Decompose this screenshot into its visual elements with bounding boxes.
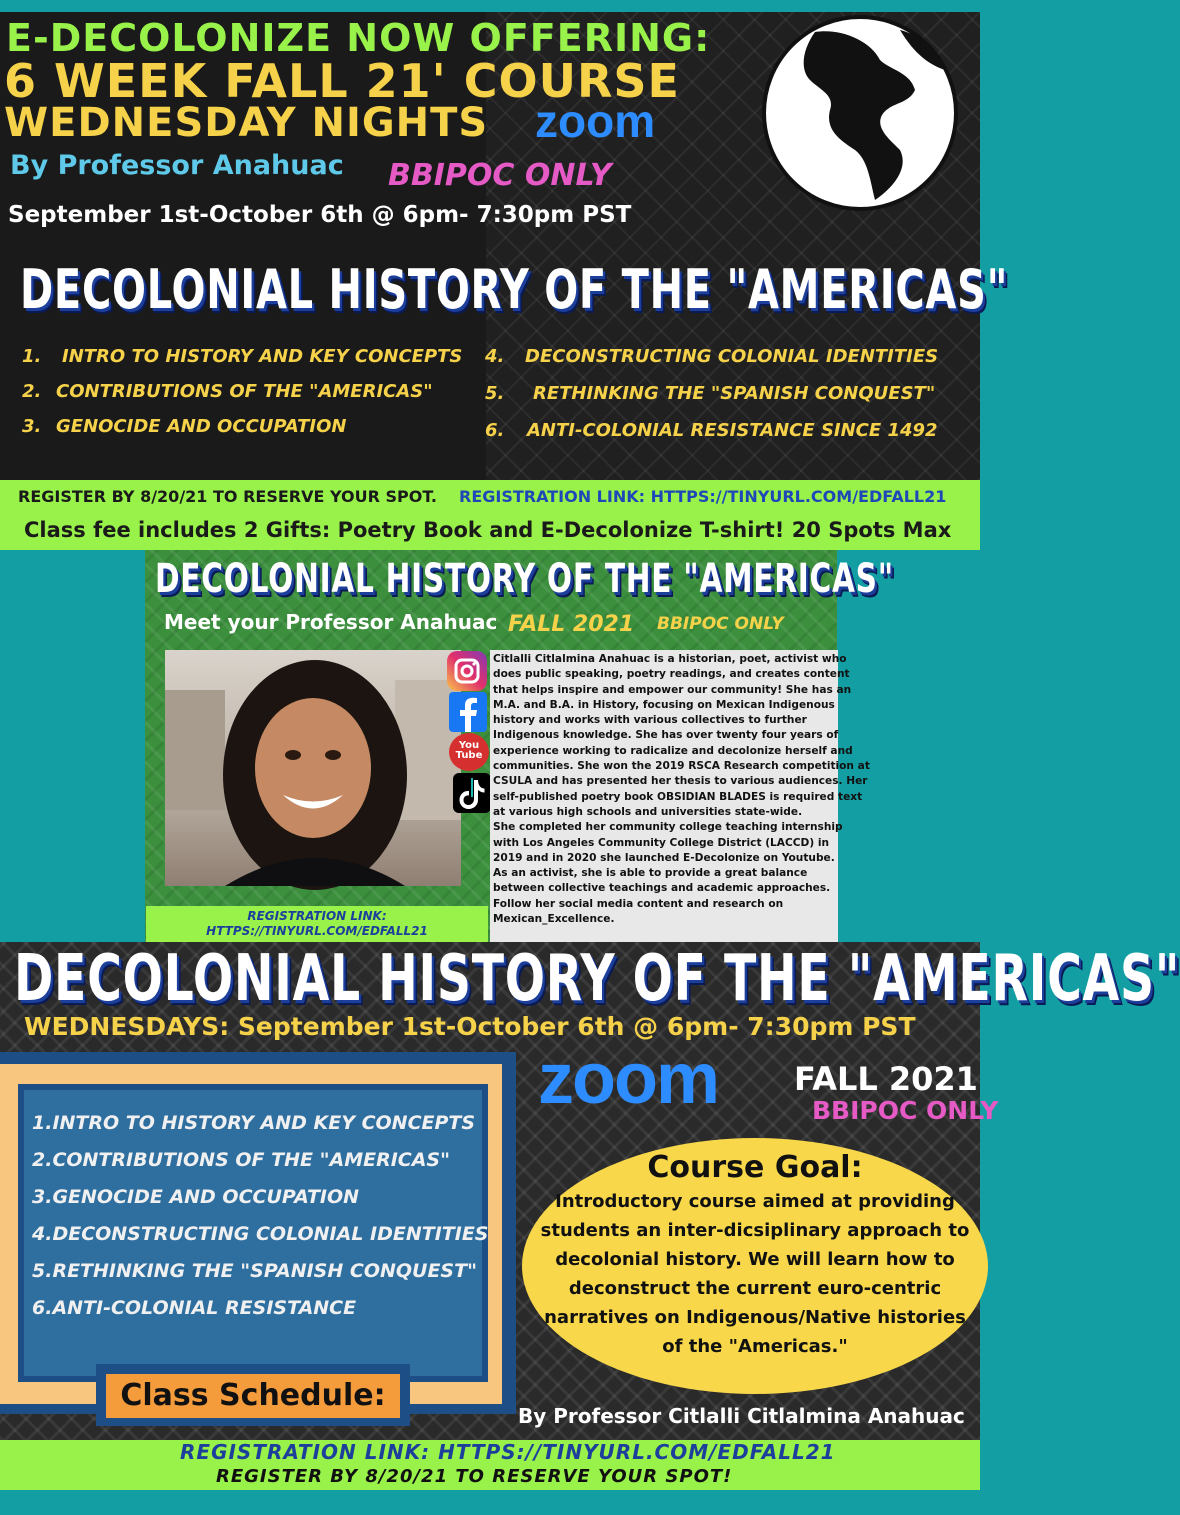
bio-line: with Los Angeles Community College District (LACCD) in <box>493 836 830 849</box>
bio-line: M.A. and B.A. in History, focusing on Mexican Indigenous <box>493 698 835 711</box>
topic-label: ANTI-COLONIAL RESISTANCE SINCE 1492 <box>527 420 938 441</box>
goal-title: Course Goal: <box>647 1150 863 1185</box>
bio-line: CSULA and has presented her thesis to various audiences. Her <box>493 775 868 788</box>
topic-num: 2. <box>22 381 42 402</box>
schedule-list <box>32 1112 492 1334</box>
youtube-icon[interactable] <box>449 733 489 771</box>
card-fall: FALL 2021 <box>508 612 635 637</box>
bio-line: She completed her community college teaching internship <box>493 821 843 834</box>
register-text: REGISTER BY 8/20/21 TO RESERVE YOUR SPOT. <box>18 487 437 506</box>
footer-reg-by: REGISTER BY 8/20/21 TO RESERVE YOUR SPOT! <box>216 1466 733 1487</box>
topic-num: 6. <box>485 420 505 441</box>
bio-line: experience working to radicalize and decolonize herself and <box>493 744 853 757</box>
schedule-item: 3.GENOCIDE AND OCCUPATION <box>32 1186 360 1208</box>
globe-icon <box>740 10 980 215</box>
schedule-item: 2.CONTRIBUTIONS OF THE "AMERICAS" <box>32 1149 451 1171</box>
bio-line: history and works with various collectives to further <box>493 714 807 727</box>
bio-line: between collective teachings and academic approaches. <box>493 882 831 895</box>
card-registration[interactable] <box>146 906 488 942</box>
header-line2: 6 WEEK FALL 21' COURSE <box>4 54 680 108</box>
topic-label: CONTRIBUTIONS OF THE "AMERICAS" <box>56 381 433 402</box>
bio-line: As an activist, she is able to provide a great balance <box>493 867 808 880</box>
topics-left <box>22 346 482 451</box>
header-line1: E-DECOLONIZE NOW OFFERING: <box>6 16 711 60</box>
bottom-title: DECOLONIAL HISTORY OF THE "AMERICAS" <box>14 942 1180 1016</box>
topic-label: INTRO TO HISTORY AND KEY CONCEPTS <box>62 346 463 367</box>
topic-num: 4. <box>485 346 505 367</box>
bio-box <box>490 650 870 942</box>
footer-teal <box>0 1490 980 1515</box>
bio-line: Citlalli Citlalmina Anahuac is a historian, poet, activist who <box>493 653 847 665</box>
topic-num: 3. <box>22 416 42 437</box>
goal-line: deconstruct the current euro-centric <box>568 1278 942 1299</box>
topic-num: 5. <box>485 383 505 404</box>
schedule-item: 1.INTRO TO HISTORY AND KEY CONCEPTS <box>32 1112 476 1134</box>
goal-line: students an inter-dicsiplinary approach to <box>540 1220 970 1241</box>
registration-link[interactable]: REGISTRATION LINK: HTTPS://TINYURL.COM/EDFALL21 <box>459 487 947 506</box>
bio-line: does public speaking, poetry readings, and creates content <box>493 668 850 681</box>
facebook-icon[interactable] <box>449 692 487 732</box>
schedule-label: Class Schedule: <box>106 1374 400 1418</box>
zoom-logo: zoom <box>535 95 656 147</box>
tiktok-icon[interactable] <box>453 773 491 813</box>
goal-line: Introductory course aimed at providing <box>555 1191 955 1212</box>
topics-right <box>485 346 965 457</box>
card-reg-url[interactable]: HTTPS://TINYURL.COM/EDFALL21 <box>206 924 428 938</box>
topic-num: 1. <box>22 346 42 367</box>
topic-label: RETHINKING THE "SPANISH CONQUEST" <box>533 383 936 404</box>
topic-item <box>22 346 482 381</box>
footer-reg-link[interactable]: REGISTRATION LINK: HTTPS://TINYURL.COM/EDFALL21 <box>180 1440 836 1464</box>
bio-line: Mexican_Excellence. <box>493 913 615 926</box>
schedule-item: 4.DECONSTRUCTING COLONIAL IDENTITIES <box>32 1223 489 1245</box>
main-title: DECOLONIAL HISTORY OF THE "AMERICAS" <box>20 258 1009 321</box>
card-reg-label: REGISTRATION LINK: <box>247 909 387 923</box>
course-goal <box>522 1138 988 1394</box>
topic-item <box>485 346 965 383</box>
header-professor: By Professor Anahuac <box>10 150 344 181</box>
instagram-icon[interactable] <box>447 651 487 691</box>
header-bbipoc: BBIPOC ONLY <box>388 158 612 193</box>
card-meet: Meet your Professor Anahuac <box>164 610 498 634</box>
bio-line: Follow her social media content and research on <box>493 897 784 910</box>
bio-line: 2019 and in 2020 she launched E-Decolonize on Youtube. <box>493 851 835 864</box>
goal-line: narratives on Indigenous/Native histories <box>544 1307 966 1328</box>
bottom-wednesdays: WEDNESDAYS: September 1st-October 6th @ 6pm- 7:30pm PST <box>24 1012 916 1041</box>
fee-text: Class fee includes 2 Gifts: Poetry Book and E-Decolonize T-shirt! 20 Spots Max <box>24 518 952 542</box>
card-bbipoc: BBIPOC ONLY <box>657 614 784 634</box>
topic-item <box>485 383 965 420</box>
bio-line: communities. She won the 2019 RSCA Research competition at <box>493 760 870 773</box>
bottom-fall: FALL 2021 <box>794 1060 978 1098</box>
youtube-label: You Tube <box>455 740 483 761</box>
bio-line: Indigenous knowledge. She has over twenty four years of <box>493 729 839 742</box>
topic-item <box>485 420 965 457</box>
topic-item <box>22 381 482 416</box>
topic-label: GENOCIDE AND OCCUPATION <box>56 416 347 437</box>
bottom-bbipoc: BBIPOC ONLY <box>812 1096 999 1125</box>
professor-photo <box>165 650 461 886</box>
header-dates: September 1st-October 6th @ 6pm- 7:30pm PST <box>8 202 632 228</box>
card-title: DECOLONIAL HISTORY OF THE "AMERICAS" <box>155 556 894 602</box>
topic-label: DECONSTRUCTING COLONIAL IDENTITIES <box>525 346 939 367</box>
topic-item <box>22 416 482 451</box>
bottom-zoom-logo: zoom <box>538 1039 718 1119</box>
bottom-byline: By Professor Citlalli Citlalmina Anahuac <box>518 1404 965 1428</box>
goal-line: of the "Americas." <box>662 1336 848 1357</box>
bio-line: that helps inspire and empower our community! She has an <box>493 683 852 696</box>
header-line3: WEDNESDAY NIGHTS <box>4 100 489 146</box>
goal-line: decolonial history. We will learn how to <box>555 1249 955 1270</box>
bio-line: self-published poetry book OBSIDIAN BLADES is required text <box>493 790 863 803</box>
schedule-item: 6.ANTI-COLONIAL RESISTANCE <box>32 1297 357 1319</box>
bio-line: at various high schools and universities state-wide. <box>493 805 803 818</box>
schedule-item: 5.RETHINKING THE "SPANISH CONQUEST" <box>32 1260 477 1282</box>
